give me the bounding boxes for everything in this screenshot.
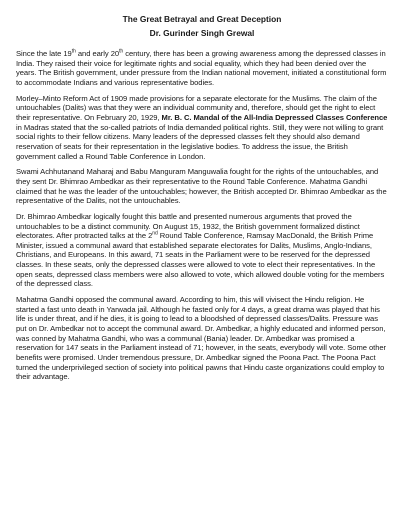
paragraph-2-bold-text: Mr. B. C. Mandal of the All-India Depressed Classes Conference [161,112,388,122]
paragraph-4-superscript-1: nd [152,230,158,237]
paragraph-1 [16,49,388,88]
paragraph-1-text-2: and early 20 [75,49,120,58]
paragraph-1-superscript-2: th [119,48,124,55]
document-author: Dr. Gurinder Singh Grewal [149,28,255,38]
paragraph-4-text-2: Round Table Conference, Ramsay MacDonald, the British Prime Minister, issued a communal award that established separate electorates for Dalits, Muslims, Anglo-Indians, Christians, and Europeans. In this award, 71 seats in the Parliament were to be reserved for the depressed classes. In these seats, only the depressed classes were allowed to vote to elect their representatives. In the open seats, depressed class members were also allowed to vote, which allowed double voting for the members of the depressed class. [16,231,385,289]
paragraph-1-text-3: century, there has been a growing awareness among the depressed classes in India. They raised their voice for legitimate rights and social equality, which they had been denied over the years. The British government, under pressure from the Indian national movement, initiated a constitutional form to accommodate Indians and various representative bodies. [16,49,387,87]
paragraph-4 [16,212,388,289]
document-title: The Great Betrayal and Great Deception [122,14,282,24]
paragraph-4-text-1: Dr. Bhimrao Ambedkar logically fought this battle and presented numerous arguments that proved the untouchables to be a distinct community. On August 15, 1932, the British government formalized distinct electorates. After protracted talks at the 2 [16,211,360,241]
paragraph-2-text-1: Morley–Minto Reform Act of 1909 made provisions for a separate electorate for the Muslims. The claim of the untouchables (Dalits) was that they were an individual community and, therefore, should get the right to elect their representative. On February 20, 1929, [16,93,377,122]
paragraph-1-superscript-1: th [71,48,76,55]
paragraph-2 [16,94,388,162]
paragraph-1-text-1: Since the late 19 [16,49,72,58]
paragraph-2-text-2: in Madras stated that the so-called patriots of India demanded political rights. Still, they were not willing to grant social rights to their fellow citizens. Many leaders of the depressed classes felt they should also demand reservation of seats for their representation in the legislative bodies. To address the issue, the British government called a Round Table Conference in London. [16,122,384,161]
paragraph-5: Mahatma Gandhi opposed the communal award. According to him, this will vivisect the Hindu religion. He started a fast unto death in Yarwada jail. Although he fasted only for 4 days, a great drama was played that his life is under threat, and if he dies, it is going to lead to a bloodshed of depressed classes/Dalits. Pressure was put on Dr. Ambedkar not to accept the communal award. Dr. Ambedkar, a highly educated and informed person, was conned by Mahatma Gandhi, who was a communal (Bania) leader. Dr. Ambedkar was promised a reservation for 147 seats in the Parliament instead of 71; however, in the seats, everybody will vote. Some other benefits were promised. Under tremendous pressure, Dr. Ambedkar signed the Poona Pact. The Poona Pact turned the underprivileged section of society into political pawns that Hindu caste organizations could employ to their advantage. [16,295,387,382]
paragraph-3: Swami Achhutanand Maharaj and Babu Manguram Manguwalia fought for the rights of the untouchables, and they sent Dr. Bhimrao Ambedkar as their representative to the Round Table Conference. Mahatma Gandhi claimed that he was the leader of the untouchables; however, the British accepted Dr. Bhimrao Ambedkar as the representative of the Dalits, not the untouchables. [16,167,387,206]
